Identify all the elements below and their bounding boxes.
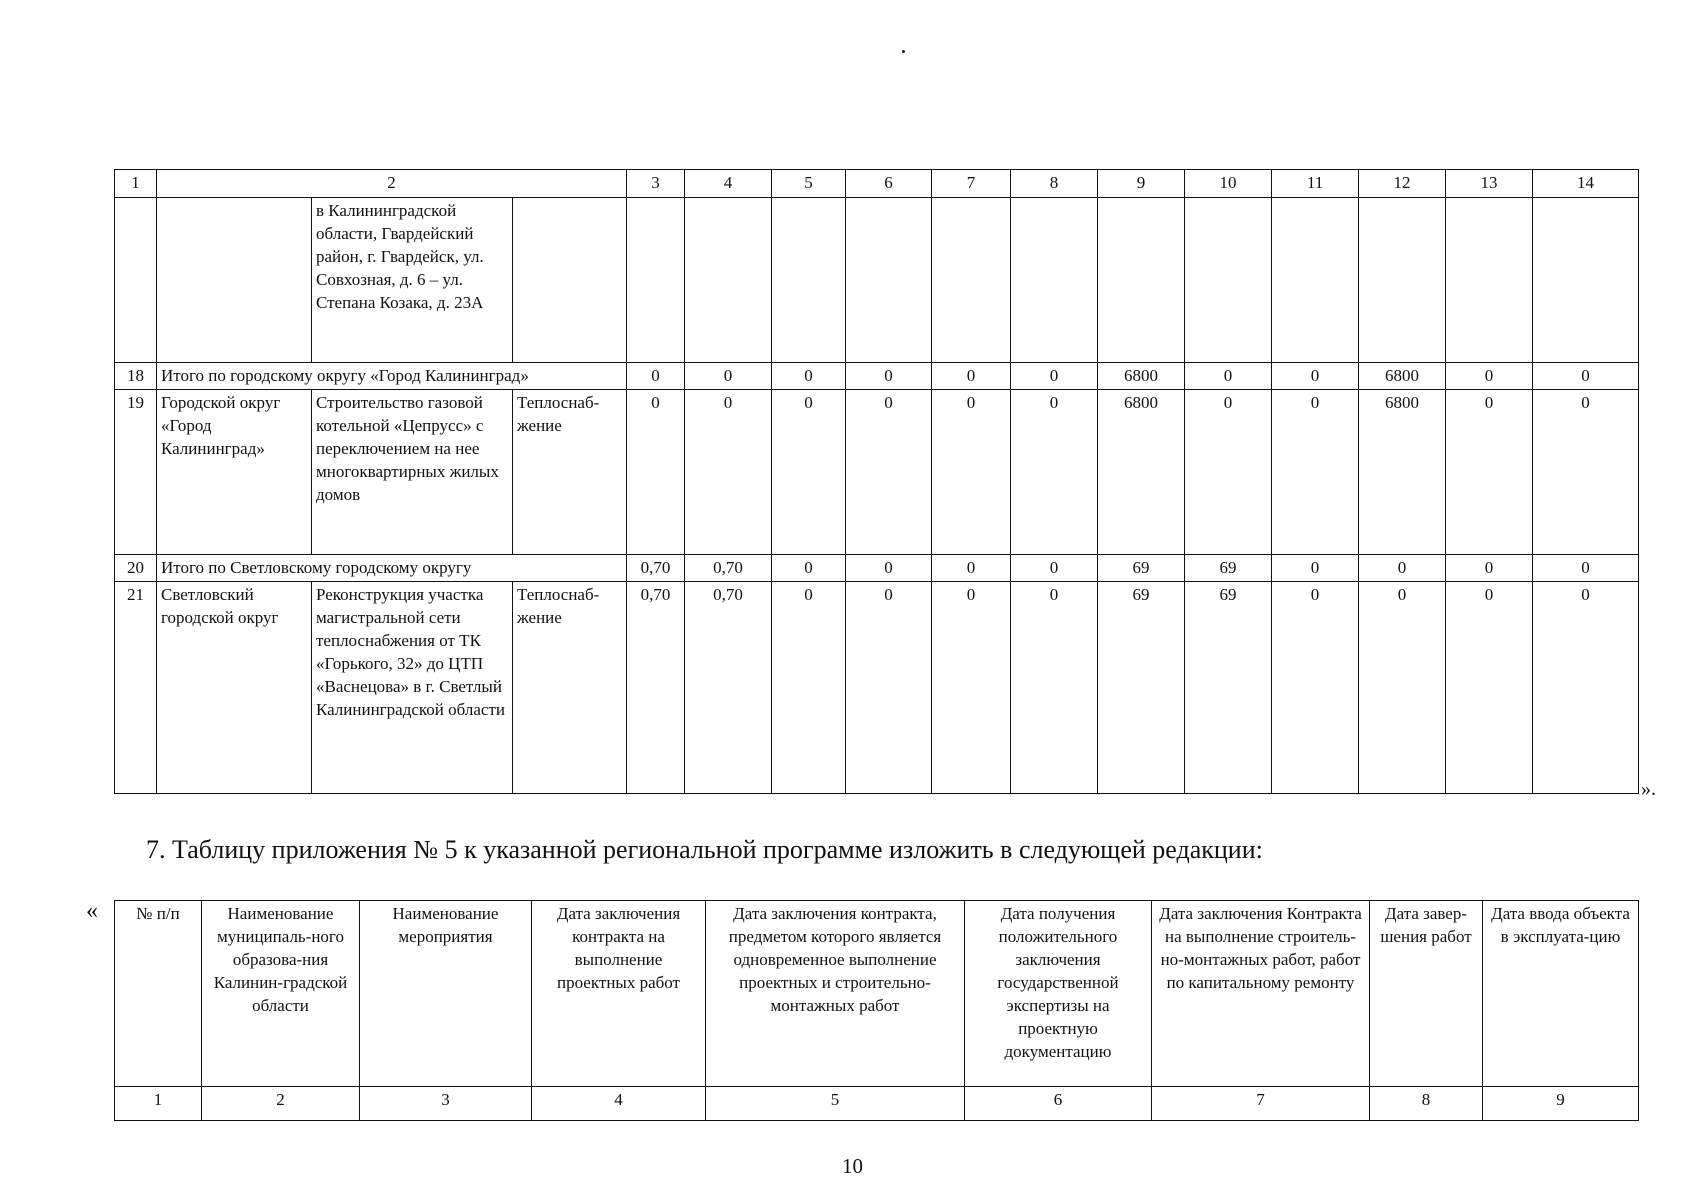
header-cell-expertise-date: Дата получения положительного заключения государственной экспертизы на проектную документацию — [965, 901, 1152, 1087]
col-index-12: 12 — [1359, 170, 1446, 198]
col-index-7: 7 — [1152, 1087, 1370, 1121]
header-cell-activity: Наименование мероприятия — [360, 901, 532, 1087]
value-cell: 0 — [932, 363, 1011, 390]
value-cell: 0 — [1011, 555, 1098, 582]
value-cell: 0 — [846, 390, 932, 555]
col-index-2: 2 — [202, 1087, 360, 1121]
value-cell: 6800 — [1098, 390, 1185, 555]
subtotal-label: Итого по Светловскому городскому округу — [157, 555, 627, 582]
value-cell: 0 — [685, 390, 772, 555]
col-index-3: 3 — [360, 1087, 532, 1121]
col-index-1: 1 — [115, 170, 157, 198]
value-cell: 0 — [932, 390, 1011, 555]
value-cell: 0 — [1446, 363, 1533, 390]
type-cell: Теплоснаб-жение — [513, 390, 627, 555]
table-row-19 — [115, 390, 1639, 555]
value-cell: 0 — [1359, 582, 1446, 794]
col-index-6: 6 — [965, 1087, 1152, 1121]
value-cell: 0 — [627, 363, 685, 390]
row-number: 19 — [115, 390, 157, 555]
row-number: 20 — [115, 555, 157, 582]
section-heading: 7. Таблицу приложения № 5 к указанной региональной программе изложить в следующей редакции: — [146, 835, 1263, 864]
col-index-4: 4 — [532, 1087, 706, 1121]
value-cell: 69 — [1185, 555, 1272, 582]
col-index-14: 14 — [1533, 170, 1639, 198]
value-cell: 0 — [1533, 582, 1639, 794]
value-cell: 6800 — [1359, 363, 1446, 390]
col-index-9: 9 — [1098, 170, 1185, 198]
value-cell: 0 — [846, 555, 932, 582]
location-cell: в Калининградской области, Гвардейский район, г. Гвардейск, ул. Совхозная, д. 6 – ул. Степана Козака, д. 23А — [312, 198, 513, 363]
value-cell: 0 — [932, 555, 1011, 582]
col-index-7: 7 — [932, 170, 1011, 198]
header-row — [115, 901, 1639, 1087]
program-table-continued — [114, 169, 1639, 794]
col-index-1: 1 — [115, 1087, 202, 1121]
row-number: 18 — [115, 363, 157, 390]
header-cell-completion-date: Дата завер-шения работ — [1370, 901, 1483, 1087]
value-cell: 0,70 — [685, 582, 772, 794]
column-index-row — [115, 170, 1639, 198]
type-cell: Теплоснаб-жение — [513, 582, 627, 794]
opening-quote: « — [86, 898, 98, 924]
col-index-8: 8 — [1011, 170, 1098, 198]
value-cell: 0 — [846, 363, 932, 390]
header-cell-commissioning-date: Дата ввода объекта в эксплуата-цию — [1483, 901, 1639, 1087]
col-index-4: 4 — [685, 170, 772, 198]
col-index-9: 9 — [1483, 1087, 1639, 1121]
closing-quote: ». — [1641, 778, 1656, 800]
value-cell: 0 — [1272, 363, 1359, 390]
header-cell-municipality: Наименование муниципаль-ного образова-ния Калинин-градской области — [202, 901, 360, 1087]
table-row-18 — [115, 363, 1639, 390]
value-cell: 69 — [1185, 582, 1272, 794]
value-cell: 0 — [1011, 390, 1098, 555]
column-index-row — [115, 1087, 1639, 1121]
activity-cell: Строительство газовой котельной «Цепрусс» с переключением на нее многоквартирных жилых домов — [312, 390, 513, 555]
value-cell: 0 — [1446, 390, 1533, 555]
col-index-6: 6 — [846, 170, 932, 198]
table-row-20 — [115, 555, 1639, 582]
value-cell: 0 — [846, 582, 932, 794]
value-cell: 0 — [1011, 582, 1098, 794]
col-index-5: 5 — [706, 1087, 965, 1121]
row-number: 21 — [115, 582, 157, 794]
value-cell: 0,70 — [627, 555, 685, 582]
value-cell: 0 — [1185, 363, 1272, 390]
value-cell: 0 — [772, 363, 846, 390]
table-row-continuation — [115, 198, 1639, 363]
table-row-21 — [115, 582, 1639, 794]
col-index-10: 10 — [1185, 170, 1272, 198]
municipality-cell: Светловский городской округ — [157, 582, 312, 794]
value-cell: 0 — [627, 390, 685, 555]
col-index-8: 8 — [1370, 1087, 1483, 1121]
value-cell: 0 — [772, 582, 846, 794]
header-cell-design-contract-date: Дата заключения контракта на выполнение проектных работ — [532, 901, 706, 1087]
col-index-11: 11 — [1272, 170, 1359, 198]
value-cell: 0 — [1446, 555, 1533, 582]
appendix-5-table — [114, 900, 1639, 1121]
value-cell: 0,70 — [685, 555, 772, 582]
value-cell: 0 — [932, 582, 1011, 794]
value-cell: 0 — [1533, 555, 1639, 582]
page-number: 10 — [842, 1154, 863, 1178]
col-index-2: 2 — [157, 170, 627, 198]
value-cell: 0 — [685, 363, 772, 390]
municipality-cell: Городской округ «Город Калининград» — [157, 390, 312, 555]
value-cell: 0,70 — [627, 582, 685, 794]
value-cell: 6800 — [1359, 390, 1446, 555]
header-cell-construction-contract-date: Дата заключения Контракта на выполнение строитель-но-монтажных работ, работ по капитальному ремонту — [1152, 901, 1370, 1087]
value-cell: 69 — [1098, 582, 1185, 794]
col-index-5: 5 — [772, 170, 846, 198]
value-cell: 69 — [1098, 555, 1185, 582]
value-cell: 0 — [1272, 555, 1359, 582]
value-cell: 6800 — [1098, 363, 1185, 390]
value-cell: 0 — [1533, 390, 1639, 555]
value-cell: 0 — [1011, 363, 1098, 390]
speck — [902, 50, 905, 53]
value-cell: 0 — [1359, 555, 1446, 582]
activity-cell: Реконструкция участка магистральной сети теплоснабжения от ТК «Горького, 32» до ЦТП «Васнецова» в г. Светлый Калининградской области — [312, 582, 513, 794]
value-cell: 0 — [1185, 390, 1272, 555]
value-cell: 0 — [1272, 390, 1359, 555]
value-cell: 0 — [1446, 582, 1533, 794]
value-cell: 0 — [772, 390, 846, 555]
col-index-13: 13 — [1446, 170, 1533, 198]
header-cell-number: № п/п — [115, 901, 202, 1087]
subtotal-label: Итого по городскому округу «Город Калининград» — [157, 363, 627, 390]
value-cell: 0 — [1533, 363, 1639, 390]
col-index-3: 3 — [627, 170, 685, 198]
value-cell: 0 — [1272, 582, 1359, 794]
value-cell: 0 — [772, 555, 846, 582]
header-cell-combined-contract-date: Дата заключения контракта, предметом которого является одновременное выполнение проектных и строительно-монтажных работ — [706, 901, 965, 1087]
